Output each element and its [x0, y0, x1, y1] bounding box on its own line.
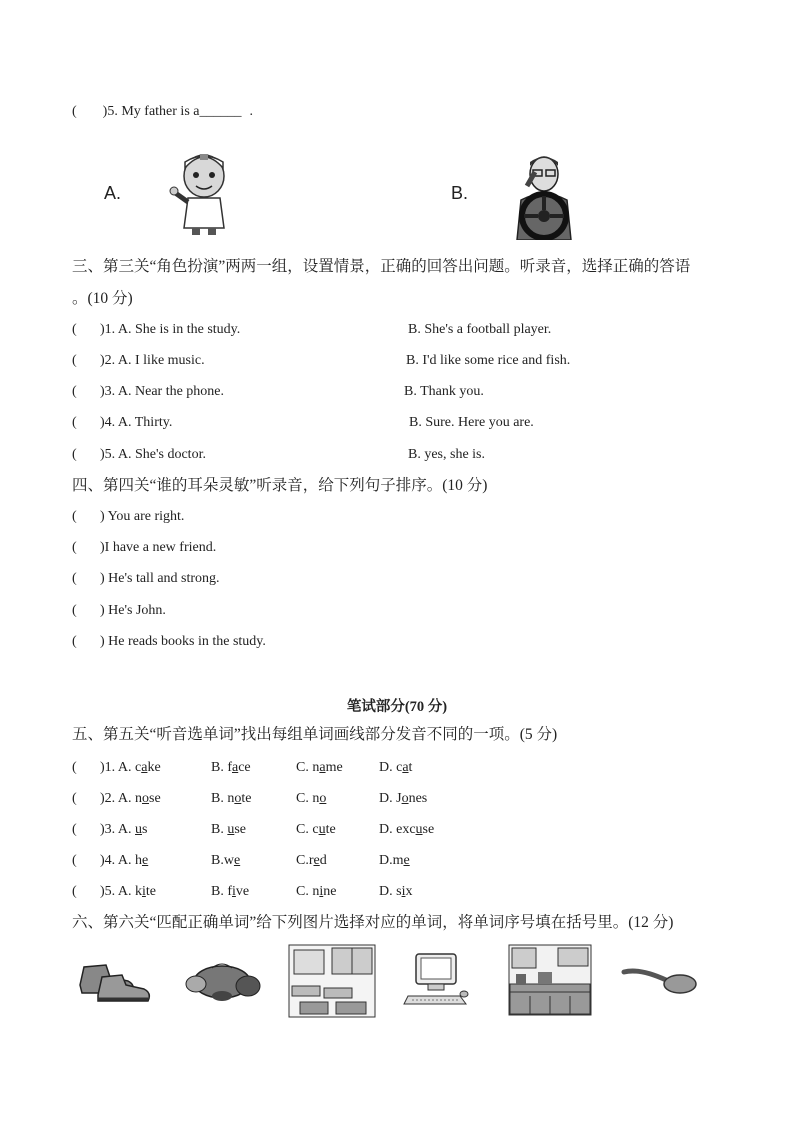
classroom-picture: [288, 944, 376, 1018]
clothes-heap-picture: [182, 958, 264, 1002]
driver-picture: [505, 150, 583, 240]
kitchen-picture: [508, 944, 592, 1016]
section-3-title-cont: 。(10 分): [72, 290, 133, 307]
q5-line: ( )5. My father is a______ .: [72, 104, 253, 119]
section-5-title: 五、第五关“听音选单词”找出每组单词画线部分发音不同的一项。(5 分): [72, 726, 558, 743]
doctor-picture: [168, 148, 240, 238]
written-part-heading: 笔试部分(70 分): [346, 699, 448, 715]
section-4-title: 四、第四关“谁的耳朵灵敏”听录音，给下列句子排序。(10 分): [72, 477, 488, 494]
option-b-label: B.: [451, 183, 469, 203]
section-3-title: 三、第三关“角色扮演”两两一组，设置情景，正确的回答出问题。听录音，选择正确的答语: [72, 258, 691, 275]
section-6-title: 六、第六关“匹配正确单词”给下列图片选择对应的单词，将单词序号填在括号里。(12 分): [72, 914, 674, 931]
option-a-label: A.: [104, 183, 122, 203]
spoon-picture: [620, 962, 700, 998]
shoes-picture: [76, 955, 156, 1005]
computer-picture: [402, 950, 472, 1008]
